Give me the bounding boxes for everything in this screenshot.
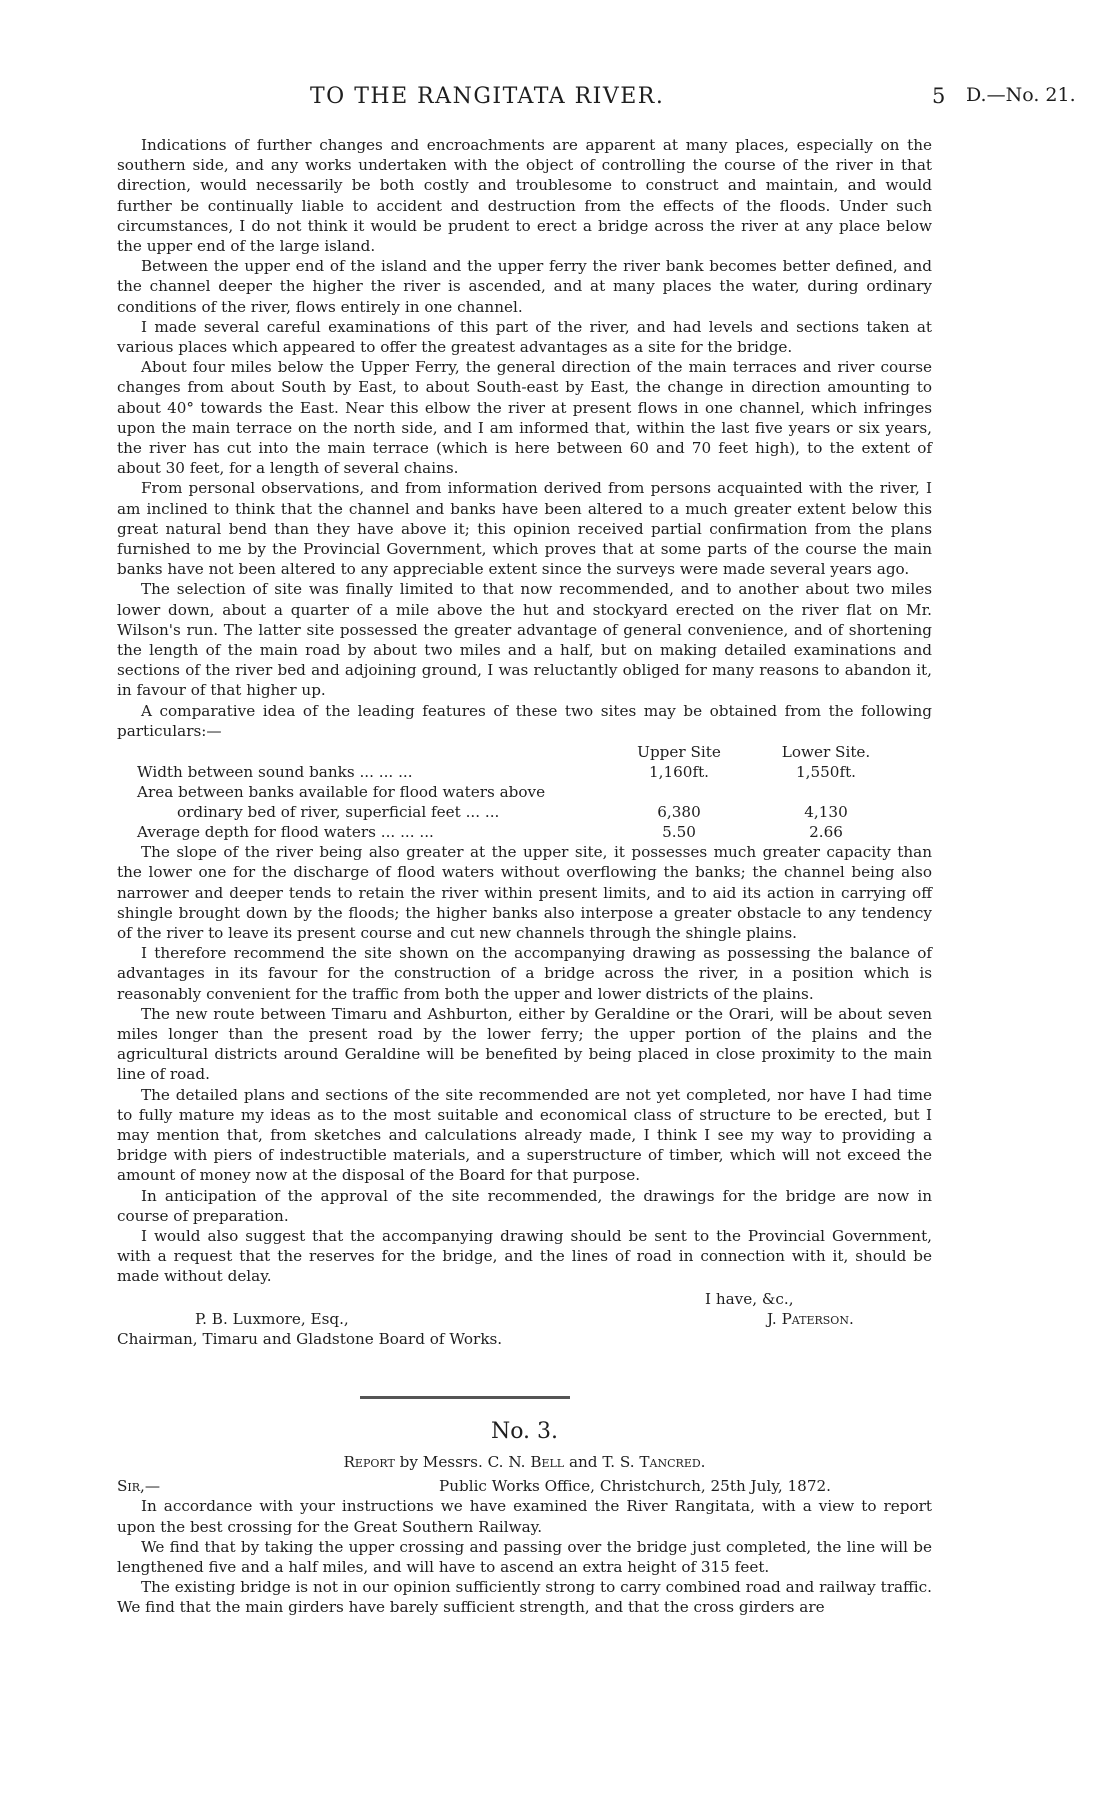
table-row <box>117 762 932 782</box>
paragraph: The detailed plans and sections of the site recommended are not yet completed, nor have I had time to fully mature my ideas as to the most suitable and economical class of structure to be erected, but I may mention that, from sketches and calculations already made, I think I see my way to providing a bridge with piers of indestructible materials, and a superstructure of timber, which will not exceed the amount of money now at the disposal of the Board for that purpose. <box>117 1085 932 1185</box>
row-label: Area between banks available for flood waters above <box>137 783 546 802</box>
paragraph: The new route between Timaru and Ashburton, either by Geraldine or the Orari, will be about seven miles longer than the present road by the lower ferry; the upper portion of the plains and the agricultural districts around Geraldine will be benefited by being placed in close proximity to the main line of road. <box>117 1004 932 1084</box>
paragraph: In anticipation of the approval of the site recommended, the drawings for the bridge are now in course of preparation. <box>117 1186 932 1225</box>
table-row <box>117 802 932 822</box>
upper-value: 1,160ft. <box>648 763 710 782</box>
author-bell: Bell <box>530 1453 565 1472</box>
paragraph: A comparative idea of the leading features of these two sites may be obtained from the following particulars:— <box>117 701 932 740</box>
paragraph: Indications of further changes and encroachments are apparent at many places, especially on the southern side, and any works undertaken with the object of controlling the course of the river in that direction, would necessarily be both costly and troublesome to construct and maintain, and would further be continually liable to accident and destruction from the effects of the floods. Under such circumstances, I do not think it would be prudent to erect a bridge across the river at any place below the upper end of the large island. <box>117 136 932 256</box>
report-word: Report <box>343 1453 395 1472</box>
paragraph: I made several careful examinations of this part of the river, and had levels and sections taken at various places which appeared to offer the greatest advantages as a site for the bridge. <box>117 317 932 357</box>
table-header-row <box>117 742 932 762</box>
lower-value: 4,130 <box>804 803 848 822</box>
addressee: P. B. Luxmore, Esq., <box>195 1309 349 1328</box>
sign-off: I have, &c., <box>705 1289 794 1308</box>
report-heading <box>117 1452 932 1472</box>
salutation-row <box>117 1476 932 1496</box>
upper-value: 5.50 <box>662 823 696 842</box>
salutation: Sir,— <box>117 1477 161 1496</box>
upper-value: 6,380 <box>657 803 701 822</box>
lower-value: 2.66 <box>809 823 843 842</box>
row-label: ordinary bed of river, superficial feet ... ... <box>177 803 500 822</box>
paragraph: About four miles below the Upper Ferry, the general direction of the main terraces and river course changes from about South by East, to about South-east by East, the change in direction amounting to about 40° towards the East. Near this elbow the river at present flows in one channel, which infringes upon the main terrace on the north side, and I am informed that, within the last five years or six years, the river has cut into the main terrace (which is here between 60 and 70 feet high), to the extent of about 30 feet, for a length of several chains. <box>117 358 932 478</box>
letter-body <box>117 135 932 1349</box>
row-label: Width between sound banks ... ... ... <box>137 763 413 782</box>
paragraph: The slope of the river being also greater at the upper site, it possesses much greater capacity than the lower one for the discharge of flood waters without overflowing the banks; the channel being also narrower and deeper tends to retain the river within present limits, and to aid its action in carrying off shingle brought down by the floods; the higher banks also interpose a greater obstacle to any tendency of the river to leave its present course and cut new channels through the shingle plains. <box>117 843 932 942</box>
paragraph: We find that by taking the upper crossing and passing over the bridge just completed, the line will be lengthened five and a half miles, and will have to ascend an extra height of 315 feet. <box>117 1537 932 1577</box>
upper-site-header: Upper Site <box>637 743 721 762</box>
paragraph: I therefore recommend the site shown on the accompanying drawing as possessing the balance of advantages in its favour for the construction of a bridge across the river, in a position which is reasonably convenient for the traffic from both the upper and lower districts of the plains. <box>117 944 932 1003</box>
section-number: No. 3. <box>490 1419 559 1444</box>
paragraph: In accordance with your instructions we have examined the River Rangitata, with a view to report upon the best crossing for the Great Southern Railway. <box>117 1497 932 1536</box>
running-title: TO THE RANGITATA RIVER. <box>310 84 665 109</box>
addressee-title: Chairman, Timaru and Gladstone Board of Works. <box>117 1329 503 1348</box>
row-label: Average depth for flood waters ... ... ... <box>137 823 434 842</box>
paragraph: From personal observations, and from information derived from persons acquainted with the river, I am inclined to think that the channel and banks have been altered to a much greater extent below this great natural bend than they have above it; this opinion received partial confirmation from the plans furnished to me by the Provincial Government, which proves that at some parts of the course the main banks have not been altered to any appreciable extent since the surveys were made several years ago. <box>117 479 932 579</box>
report-end: . <box>700 1453 706 1472</box>
lower-value: 1,550ft. <box>795 763 857 782</box>
letter-closing <box>117 1289 932 1349</box>
report-by: by Messrs. C. N. <box>394 1453 531 1472</box>
document-reference: D.—No. 21. <box>966 84 1076 106</box>
paragraph: The selection of site was finally limited to that now recommended, and to another about two miles lower down, about a quarter of a mile above the hut and stockyard erected on the river flat on Mr. Wilson's run. The latter site possessed the greater advantage of general convenience, and of shortening the length of the main road by about two miles and a half, but on making detailed examinations and sections of the river bed and adjoining ground, I was reluctantly obliged for many reasons to abandon it, in favour of that higher up. <box>117 580 932 700</box>
signature: J. Paterson. <box>767 1309 854 1328</box>
paragraph: Between the upper end of the island and the upper ferry the river bank becomes better defined, and the channel deeper the higher the river is ascended, and at many places the water, during ordinary conditions of the river, flows entirely in one channel. <box>117 257 932 316</box>
page-header <box>0 84 1114 114</box>
lower-site-header: Lower Site. <box>781 743 871 762</box>
report-section <box>117 1419 932 1618</box>
page-number: 5 <box>932 84 946 108</box>
author-tancred: Tancred <box>639 1453 701 1472</box>
site-comparison-table <box>117 742 932 842</box>
report-and: and T. S. <box>564 1453 640 1472</box>
paragraph: The existing bridge is not in our opinion sufficiently strong to carry combined road and railway traffic. We find that the main girders have barely sufficient strength, and that the cross girders are <box>117 1578 932 1617</box>
origin-dateline: Public Works Office, Christchurch, 25th July, 1872. <box>439 1477 831 1496</box>
paragraph: I would also suggest that the accompanying drawing should be sent to the Provincial Government, with a request that the reserves for the bridge, and the lines of road in connection with it, should be made without delay. <box>117 1226 932 1286</box>
table-row <box>117 782 932 802</box>
section-divider <box>360 1396 570 1399</box>
table-row <box>117 822 932 842</box>
